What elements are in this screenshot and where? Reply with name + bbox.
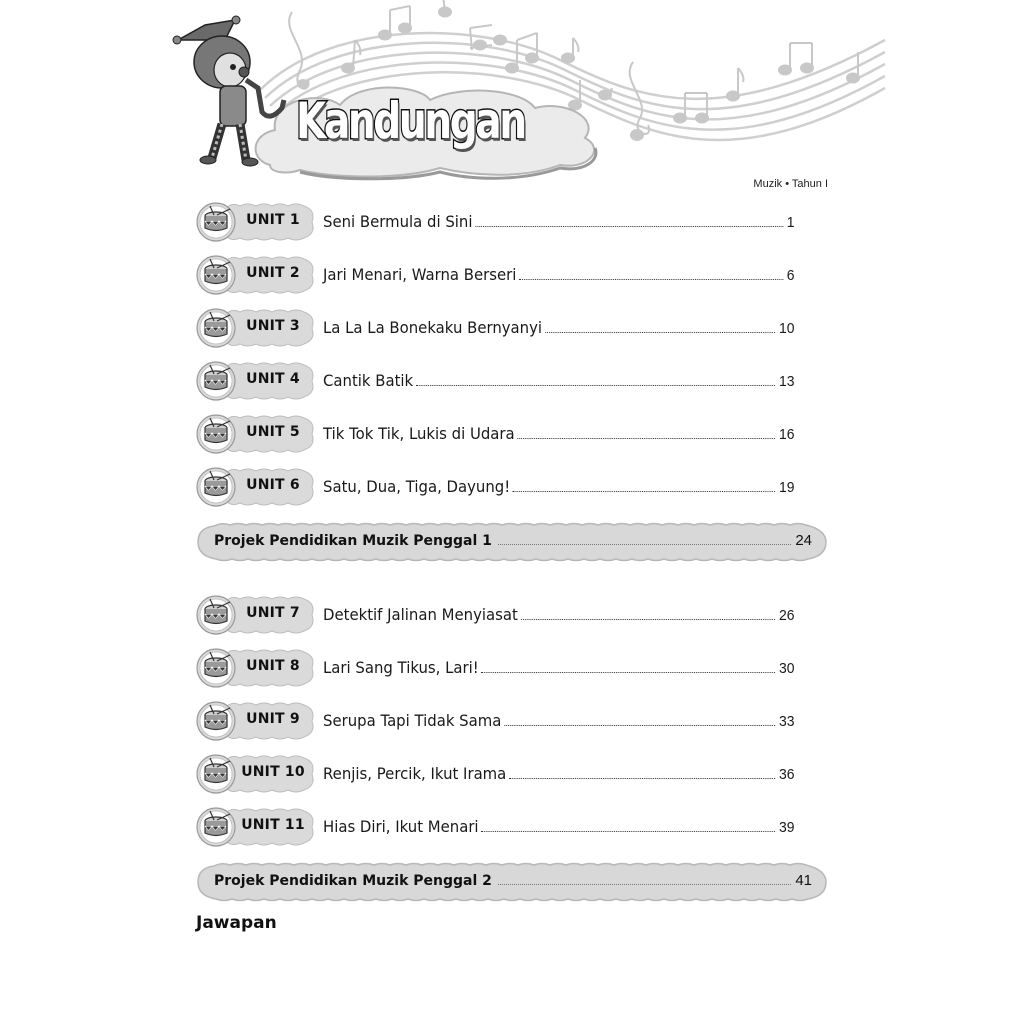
unit-badge xyxy=(196,646,316,690)
page-number: 36 xyxy=(778,766,795,783)
unit-label: UNIT 2 xyxy=(246,264,300,281)
toc-row-unit-9[interactable] xyxy=(196,694,830,747)
unit-title: Renjis, Percik, Ikut Irama xyxy=(323,764,507,783)
dot-leader xyxy=(517,437,775,439)
unit-label: UNIT 1 xyxy=(246,211,300,228)
unit-badge xyxy=(196,359,316,403)
unit-badge xyxy=(196,593,316,637)
dot-leader xyxy=(481,830,775,832)
unit-label: UNIT 10 xyxy=(241,763,305,780)
dot-leader xyxy=(475,225,783,227)
toc-row-unit-5[interactable] xyxy=(196,407,830,460)
unit-label: UNIT 8 xyxy=(246,657,300,674)
unit-title: Seni Bermula di Sini xyxy=(323,212,473,231)
toc-row-unit-6[interactable] xyxy=(196,460,830,513)
drum-icon xyxy=(197,415,235,453)
unit-badge xyxy=(196,465,316,509)
unit-label: UNIT 11 xyxy=(241,816,305,833)
unit-label: UNIT 9 xyxy=(246,710,300,727)
dot-leader xyxy=(498,884,791,885)
table-of-contents xyxy=(196,195,830,928)
page-number: 1 xyxy=(786,214,795,231)
dot-leader xyxy=(498,544,791,545)
unit-badge xyxy=(196,200,316,244)
toc-row-unit-11[interactable] xyxy=(196,800,830,853)
unit-title: Serupa Tapi Tidak Sama xyxy=(323,711,502,730)
dot-leader xyxy=(504,724,775,726)
unit-title: Hias Diri, Ikut Menari xyxy=(323,817,479,836)
unit-title: La La La Bonekaku Bernyanyi xyxy=(323,318,543,337)
toc-row-unit-2[interactable] xyxy=(196,248,830,301)
drum-icon xyxy=(197,256,235,294)
unit-badge xyxy=(196,253,316,297)
drum-icon xyxy=(197,808,235,846)
answers-heading[interactable]: Jawapan xyxy=(196,913,277,933)
page-header xyxy=(0,0,1024,190)
page-number: 26 xyxy=(778,607,795,624)
unit-title: Detektif Jalinan Menyiasat xyxy=(323,605,518,624)
dot-leader xyxy=(509,777,775,779)
unit-title: Satu, Dua, Tiga, Dayung! xyxy=(323,477,511,496)
unit-badge xyxy=(196,412,316,456)
dot-leader xyxy=(416,384,775,386)
unit-title: Lari Sang Tikus, Lari! xyxy=(323,658,479,677)
toc-row-unit-3[interactable] xyxy=(196,301,830,354)
subject-label: Muzik • Tahun I xyxy=(753,178,828,190)
drum-icon xyxy=(197,468,235,506)
drum-icon xyxy=(197,203,235,241)
page-number: 13 xyxy=(778,373,795,390)
drum-icon xyxy=(197,649,235,687)
dot-leader xyxy=(545,331,775,333)
page-number: 41 xyxy=(795,872,812,889)
dot-leader xyxy=(482,671,776,673)
drum-icon xyxy=(197,755,235,793)
unit-badge xyxy=(196,699,316,743)
toc-row-unit-4[interactable] xyxy=(196,354,830,407)
page-number: 6 xyxy=(786,267,795,284)
toc-row-project-1[interactable] xyxy=(196,522,830,562)
toc-row-unit-1[interactable] xyxy=(196,195,830,248)
unit-title: Jari Menari, Warna Berseri xyxy=(323,265,517,284)
unit-badge xyxy=(196,752,316,796)
drum-icon xyxy=(197,362,235,400)
unit-title: Tik Tok Tik, Lukis di Udara xyxy=(323,424,515,443)
toc-row-project-2[interactable] xyxy=(196,862,830,902)
page-number: 16 xyxy=(778,426,795,443)
drum-icon xyxy=(197,702,235,740)
unit-label: UNIT 4 xyxy=(246,370,300,387)
dot-leader xyxy=(519,278,783,280)
unit-title: Cantik Batik xyxy=(323,371,414,390)
drum-icon xyxy=(197,309,235,347)
page-number: 33 xyxy=(778,713,795,730)
toc-row-unit-7[interactable] xyxy=(196,588,830,641)
dot-leader xyxy=(513,490,775,492)
toc-row-unit-10[interactable] xyxy=(196,747,830,800)
project-title: Projek Pendidikan Muzik Penggal 2 xyxy=(214,873,492,889)
page-number: 24 xyxy=(795,532,812,549)
unit-badge xyxy=(196,805,316,849)
project-title: Projek Pendidikan Muzik Penggal 1 xyxy=(214,533,492,549)
page-number: 39 xyxy=(778,819,795,836)
dot-leader xyxy=(521,618,776,620)
unit-label: UNIT 5 xyxy=(246,423,300,440)
unit-label: UNIT 7 xyxy=(246,604,300,621)
page-number: 10 xyxy=(778,320,795,337)
unit-badge xyxy=(196,306,316,350)
unit-label: UNIT 3 xyxy=(246,317,300,334)
toc-row-unit-8[interactable] xyxy=(196,641,830,694)
page-title: Kandungan xyxy=(296,92,525,150)
page-number: 19 xyxy=(778,479,795,496)
page-number: 30 xyxy=(778,660,795,677)
drum-icon xyxy=(197,596,235,634)
unit-label: UNIT 6 xyxy=(246,476,300,493)
